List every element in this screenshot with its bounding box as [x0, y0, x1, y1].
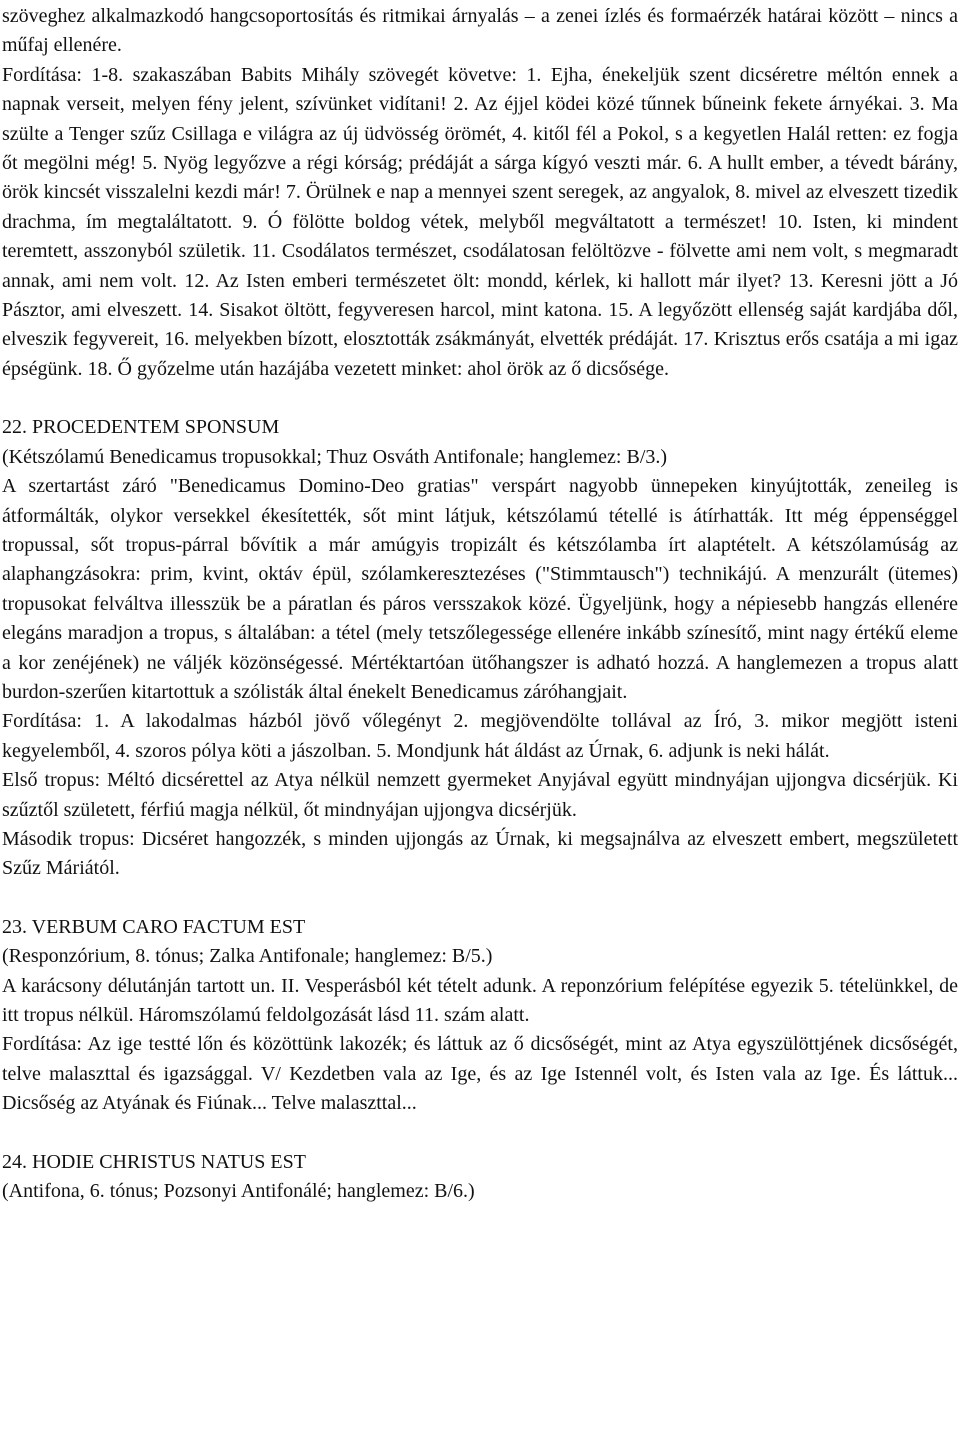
section-gap	[2, 884, 958, 913]
section-gap	[2, 1119, 958, 1148]
paragraph-second-tropus: Második tropus: Dicséret hangozzék, s minden ujjongás az Úrnak, ki megsajnálva az elveszett embert, megszületett Szűz Máriától.	[2, 827, 958, 880]
paragraph-translation-22: Fordítása: 1. A lakodalmas házból jövő vőlegényt 2. megjövendölte tollával az Író, 3. mikor megjött isteni kegyelemből, 4. szoros pólya köti a jászolban. 5. Mondjunk hát áldást az Úrnak, 6. adjunk is neki hálát.	[2, 710, 958, 762]
paragraph-benedicamus-description: A szertartást záró "Benedicamus Domino-Deo gratias" verspárt nagyobb ünnepeken kinyújtották, zeneileg is átformálták, olykor versekkel ékesítették, sőt mint látjuk, kétszólamú tétellé is átírhatták. Itt még éppenséggel tropussal, sőt tropus-párral bővítik a már amúgyis tropizált és kétszólamba írt alaptételt. A kétszólamúság az alaphangzásokra: prim, kvint, oktáv épül, szólamkeresztezéses ("Stimmtausch") technikájú. A menzurált (ütemes) tropusokat felváltva illesszük be a páratlan és páros versszakok közé. Ügyeljünk, hogy a népiesebb hangzás ellenére elegáns maradjon a tropus, s általában: a tétel (mely tetszőlegessége ellenére inkább színesítő, mint nagy értékű eleme a kor zenéjének) ne váljék közönségessé. Mértéktartóan ütőhangszer is adható hozzá. A hanglemezen a tropus alatt burdon-szerűen kitartottuk a szólisták által énekelt Benedicamus záróhangjait.	[2, 475, 958, 703]
paragraph-translation-babits: Fordítása: 1-8. szakaszában Babits Mihály szövegét követve: 1. Ejha, énekeljük szent dicséretre méltón ennek a napnak verseit, melyen fény jelent, szívünket vidítani! 2. Az éjjel ködei közé tűnnek bűneink fekete árnyékai. 3. Ma szülte a Tenger szűz Csillaga e világra az új üdvösség örömét, 4. kitől fél a Pokol, s a kegyetlen Halál retten: ez fogja őt megölni még! 5. Nyög legyőzve a régi kórság; prédáját a sárga kígyó veszti már. 6. A hullt ember, a tévedt bárány, örök kincsét visszalelni kezdi már! 7. Örülnek e nap a mennyei szent seregek, az angyalok, 8. mivel az elveszett tizedik drachma, ím megtaláltatott. 9. Ó fölötte boldog vétek, melyből megváltatott a természet! 10. Isten, ki mindent teremtett, asszonyból születik. 11. Csodálatos természet, csodálatosan felöltözve - fölvette ami nem volt, s megmaradt annak, ami nem volt. 12. Az Isten emberi természetet ölt: mondd, kérlek, ki hallott már ilyet? 13. Keresni jött a Jó Pásztor, ami elveszett. 14. Sisakot öltött, fegyveresen harcol, mint katona. 15. A legyőzött ellenség saját kardjába dől, elveszik fegyvereit, 16. melyekben bízott, elosztották zsákmányát, elvették prédáját. 17. Krisztus erős csatája a mi igaz épségünk. 18. Ő győzelme után hazájába vezetett minket: ahol örök az ő dicsősége.	[2, 63, 958, 380]
section-subtitle-22: (Kétszólamú Benedicamus tropusokkal; Thuz Osváth Antifonale; hanglemez: B/3.)	[2, 445, 668, 468]
section-subtitle-24: (Antifona, 6. tónus; Pozsonyi Antifonálé; hanglemez: B/6.)	[2, 1180, 475, 1203]
paragraph-translation-23: Fordítása: Az ige testté lőn és közöttünk lakozék; és láttuk az ő dicsőségét, mint az Atya egyszülöttjének dicsőségét, telve malaszttal és igazsággal. V/ Kezdetben vala az Ige, és az Ige Istennél volt, és Isten vala az Ige. És láttuk... Dicsőség az Atyának és Fiúnak... Telve malaszttal...	[2, 1033, 958, 1115]
section-title-22: 22. PROCEDENTEM SPONSUM	[2, 416, 280, 439]
section-title-23: 23. VERBUM CARO FACTUM EST	[2, 915, 306, 938]
paragraph-vesperas-description: A karácsony délutánján tartott un. II. Vesperásból két tételt adunk. A reponzórium felépítése egyezik 5. tételünkkel, de itt tropus nélkül. Háromszólamú feldolgozását lásd 11. szám alatt.	[2, 974, 958, 1026]
section-gap	[2, 384, 958, 413]
section-subtitle-23: (Responzórium, 8. tónus; Zalka Antifonale; hanglemez: B/5.)	[2, 945, 493, 968]
section-title-24: 24. HODIE CHRISTUS NATUS EST	[2, 1150, 306, 1173]
paragraph-first-tropus: Első tropus: Méltó dicsérettel az Atya nélkül nemzett gyermeket Anyjával együtt mindnyájan ujjongva dicsérjük. Ki szűztől született, férfiú magja nélkül, őt mindnyájan ujjongva dicsérjük.	[2, 769, 958, 821]
paragraph-intro-continued: szöveghez alkalmazkodó hangcsoportosítás és ritmikai árnyalás – a zenei ízlés és formaérzék határai között – nincs a műfaj ellenére.	[2, 5, 958, 57]
